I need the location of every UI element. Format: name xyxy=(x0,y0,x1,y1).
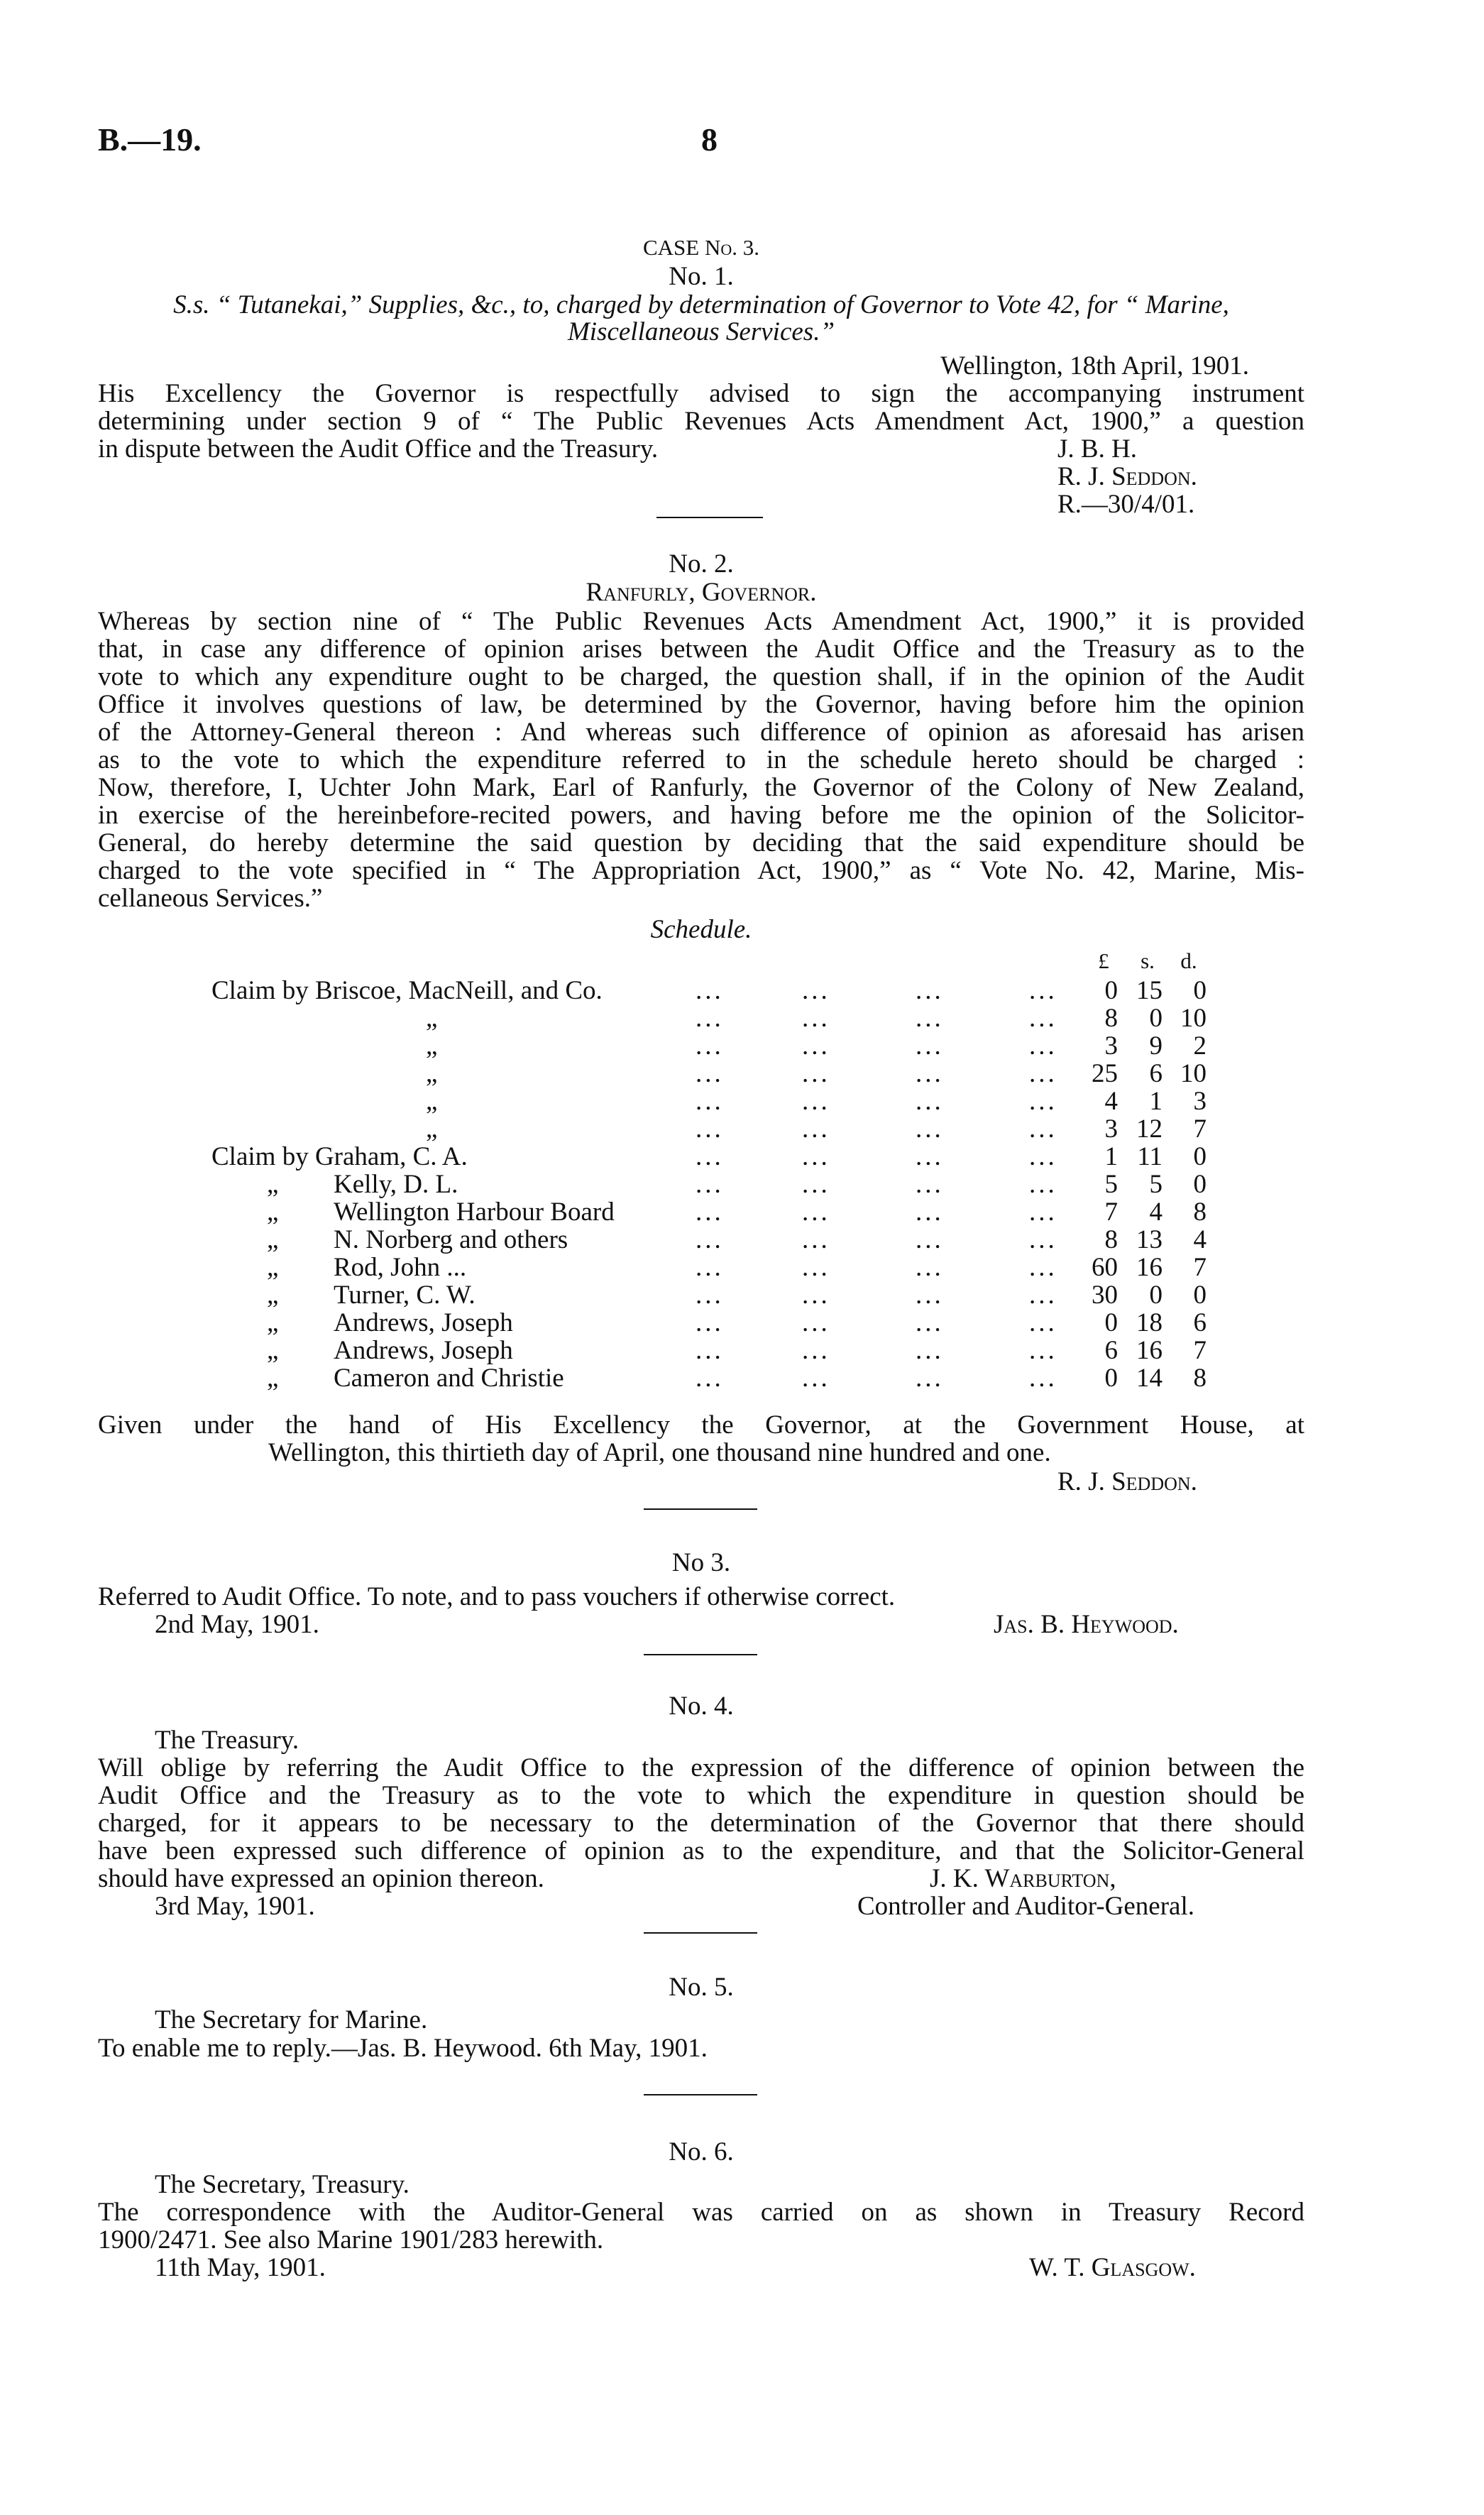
dot-leader: ... xyxy=(696,1114,724,1144)
no1-signature: R. J. Seddon. xyxy=(1057,462,1197,491)
claim-label: Rod, John ... xyxy=(334,1253,467,1282)
no1-heading: No. 1. xyxy=(669,262,734,291)
ditto-mark: „ xyxy=(426,1059,438,1088)
dot-leader: ... xyxy=(696,1336,724,1365)
dot-leader: ... xyxy=(1029,1087,1057,1116)
ditto-mark: „ xyxy=(426,1087,438,1116)
no1-body-line1: His Excellency the Governor is respectfully advised to sign the accompanying instrument xyxy=(98,379,1304,408)
pence-value: 8 xyxy=(1193,1198,1207,1227)
no3-body: Referred to Audit Office. To note, and to pass vouchers if otherwise correct. xyxy=(98,1582,896,1611)
dot-leader: ... xyxy=(802,1142,830,1171)
pounds-value: 60 xyxy=(1092,1253,1118,1282)
dot-leader: ... xyxy=(696,1225,724,1254)
dot-leader: ... xyxy=(916,1308,944,1337)
shillings-value: 6 xyxy=(1149,1059,1163,1088)
claim-label: Kelly, D. L. xyxy=(334,1170,458,1199)
dot-leader: ... xyxy=(696,1004,724,1033)
pence-value: 10 xyxy=(1180,1059,1207,1088)
no1-body-line2: determining under section 9 of “ The Public Revenues Acts Amendment Act, 1900,” a question xyxy=(98,407,1304,436)
dot-leader: ... xyxy=(696,1059,724,1088)
dot-leader: ... xyxy=(1029,1114,1057,1144)
dot-leader: ... xyxy=(916,1059,944,1088)
no4-date: 3rd May, 1901. xyxy=(155,1892,315,1921)
pounds-value: 8 xyxy=(1104,1225,1118,1254)
no2-body-line: vote to which any expenditure ought to be charged, the question shall, if in the opinion of the Audit xyxy=(98,662,1304,691)
dot-leader: ... xyxy=(802,1281,830,1310)
no2-body-line: Office it involves questions of law, be determined by the Governor, having before him the opinion xyxy=(98,690,1304,719)
ditto-mark: „ xyxy=(267,1198,279,1227)
claim-label: N. Norberg and others xyxy=(334,1225,568,1254)
pence-value: 10 xyxy=(1180,1004,1207,1033)
no4-body-line: charged, for it appears to be necessary to the determination of the Governor that there should xyxy=(98,1809,1304,1838)
shillings-value: 11 xyxy=(1137,1142,1163,1171)
ditto-mark: „ xyxy=(267,1281,279,1310)
dot-leader: ... xyxy=(1029,1336,1057,1365)
schedule-row xyxy=(0,1004,1484,1033)
pounds-value: 4 xyxy=(1104,1087,1118,1116)
no4-title: Controller and Auditor-General. xyxy=(857,1892,1194,1921)
schedule-row xyxy=(0,1060,1484,1088)
dot-leader: ... xyxy=(916,1114,944,1144)
pounds-value: 30 xyxy=(1092,1281,1118,1310)
dot-leader: ... xyxy=(916,1087,944,1116)
no2-heading: No. 2. xyxy=(669,549,734,579)
pounds-value: 3 xyxy=(1104,1031,1118,1061)
dot-leader: ... xyxy=(1029,1059,1057,1088)
no4-body-line: Will oblige by referring the Audit Office to the expression of the difference of opinion between the xyxy=(98,1753,1304,1782)
pounds-value: 0 xyxy=(1104,1364,1118,1393)
dot-leader: ... xyxy=(916,1253,944,1282)
dot-leader: ... xyxy=(1029,1225,1057,1254)
no4-body-line: Audit Office and the Treasury as to the vote to which the expenditure in question should be xyxy=(98,1781,1304,1810)
no2-body-line: Whereas by section nine of “ The Public Revenues Acts Amendment Act, 1900,” it is provided xyxy=(98,607,1304,636)
pounds-value: 3 xyxy=(1104,1114,1118,1144)
dot-leader: ... xyxy=(802,1198,830,1227)
pence-value: 8 xyxy=(1193,1364,1207,1393)
dot-leader: ... xyxy=(916,1281,944,1310)
ditto-mark: „ xyxy=(267,1225,279,1254)
dot-leader: ... xyxy=(696,1031,724,1061)
no2-body-line: Now, therefore, I, Uchter John Mark, Earl of Ranfurly, the Governor of the Colony of New Zealand, xyxy=(98,773,1304,802)
dot-leader: ... xyxy=(802,976,830,1005)
no4-signature: J. K. Warburton, xyxy=(930,1864,1116,1893)
no5-heading: No. 5. xyxy=(669,1973,734,2002)
claim-label: Wellington Harbour Board xyxy=(334,1198,615,1227)
shillings-value: 16 xyxy=(1136,1336,1163,1365)
dot-leader: ... xyxy=(916,1364,944,1393)
no5-body: To enable me to reply.—Jas. B. Heywood. 6th May, 1901. xyxy=(98,2034,708,2063)
ditto-mark: „ xyxy=(267,1170,279,1199)
pence-value: 3 xyxy=(1193,1087,1207,1116)
dot-leader: ... xyxy=(1029,1281,1057,1310)
dot-leader: ... xyxy=(1029,1031,1057,1061)
no6-body-line: The correspondence with the Auditor-General was carried on as shown in Treasury Record xyxy=(98,2198,1304,2227)
pounds-header: £ xyxy=(1098,948,1109,973)
pounds-value: 7 xyxy=(1104,1198,1118,1227)
given-line1: Given under the hand of His Excellency the Governor, at the Government House, at xyxy=(98,1410,1304,1440)
no4-body-line: have been expressed such difference of opinion as to the expenditure, and that the Solicitor-General xyxy=(98,1836,1304,1865)
schedule-row xyxy=(0,977,1484,1005)
pounds-value: 25 xyxy=(1092,1059,1118,1088)
ditto-mark: „ xyxy=(426,1031,438,1061)
divider xyxy=(644,1654,757,1655)
pence-value: 0 xyxy=(1193,1170,1207,1199)
shillings-value: 12 xyxy=(1136,1114,1163,1144)
claim-label: Claim by Briscoe, MacNeill, and Co. xyxy=(211,976,603,1005)
claim-label: Cameron and Christie xyxy=(334,1364,564,1393)
dot-leader: ... xyxy=(696,1170,724,1199)
no1-body-line3: in dispute between the Audit Office and the Treasury. xyxy=(98,434,659,464)
no1-date: Wellington, 18th April, 1901. xyxy=(940,351,1249,380)
pounds-value: 8 xyxy=(1104,1004,1118,1033)
dot-leader: ... xyxy=(696,1087,724,1116)
no3-date: 2nd May, 1901. xyxy=(155,1610,319,1639)
given-line2: Wellington, this thirtieth day of April, one thousand nine hundred and one. xyxy=(268,1438,1051,1467)
dot-leader: ... xyxy=(916,1170,944,1199)
dot-leader: ... xyxy=(916,1031,944,1061)
pence-value: 6 xyxy=(1193,1308,1207,1337)
ditto-mark: „ xyxy=(426,1004,438,1033)
dot-leader: ... xyxy=(696,1253,724,1282)
dot-leader: ... xyxy=(802,1253,830,1282)
ditto-mark: „ xyxy=(267,1308,279,1337)
shillings-value: 0 xyxy=(1149,1004,1163,1033)
dot-leader: ... xyxy=(1029,1253,1057,1282)
no2-body-line: charged to the vote specified in “ The Appropriation Act, 1900,” as “ Vote No. 42, Marine, Mis- xyxy=(98,856,1304,885)
no2-body-line: that, in case any difference of opinion arises between the Audit Office and the Treasury as to the xyxy=(98,635,1304,664)
no4-addressee: The Treasury. xyxy=(155,1726,299,1755)
schedule-row xyxy=(0,1337,1484,1365)
dot-leader: ... xyxy=(802,1059,830,1088)
shillings-value: 9 xyxy=(1149,1031,1163,1061)
no2-body-line: General, do hereby determine the said question by deciding that the said expenditure should be xyxy=(98,828,1304,857)
no4-body-line: should have expressed an opinion thereon. xyxy=(98,1864,544,1893)
pounds-value: 0 xyxy=(1104,1308,1118,1337)
no6-addressee: The Secretary, Treasury. xyxy=(155,2170,410,2199)
schedule-title: Schedule. xyxy=(650,915,752,944)
schedule-row xyxy=(0,1226,1484,1254)
shillings-header: s. xyxy=(1141,948,1155,973)
schedule-row xyxy=(0,1087,1484,1116)
dot-leader: ... xyxy=(1029,1004,1057,1033)
shillings-value: 1 xyxy=(1149,1087,1163,1116)
ditto-mark: „ xyxy=(426,1114,438,1144)
pounds-value: 6 xyxy=(1104,1336,1118,1365)
dot-leader: ... xyxy=(696,1364,724,1393)
schedule-row xyxy=(0,1281,1484,1310)
dot-leader: ... xyxy=(1029,1142,1057,1171)
shillings-value: 13 xyxy=(1136,1225,1163,1254)
pence-value: 0 xyxy=(1193,1281,1207,1310)
page-number: 8 xyxy=(701,121,718,158)
pence-value: 0 xyxy=(1193,1142,1207,1171)
shillings-value: 0 xyxy=(1149,1281,1163,1310)
shillings-value: 14 xyxy=(1136,1364,1163,1393)
dot-leader: ... xyxy=(1029,1198,1057,1227)
pence-header: d. xyxy=(1180,948,1197,973)
dot-leader: ... xyxy=(1029,1170,1057,1199)
dot-leader: ... xyxy=(802,1004,830,1033)
pounds-value: 1 xyxy=(1104,1142,1118,1171)
no1-subject-line1: S.s. “ Tutanekai,” Supplies, &c., to, charged by determination of Governor to Vote 42, for “ Marine, xyxy=(173,290,1229,319)
no3-heading: No 3. xyxy=(671,1548,731,1577)
dot-leader: ... xyxy=(802,1308,830,1337)
dot-leader: ... xyxy=(1029,1308,1057,1337)
pence-value: 7 xyxy=(1193,1114,1207,1144)
schedule-row xyxy=(0,1364,1484,1393)
dot-leader: ... xyxy=(916,1225,944,1254)
no5-addressee: The Secretary for Marine. xyxy=(155,2005,428,2034)
no2-body-line: as to the vote to which the expenditure referred to in the schedule hereto should be charged : xyxy=(98,745,1304,774)
claim-label: Andrews, Joseph xyxy=(334,1308,513,1337)
schedule-row xyxy=(0,1198,1484,1227)
dot-leader: ... xyxy=(916,1198,944,1227)
ditto-mark: „ xyxy=(267,1364,279,1393)
dot-leader: ... xyxy=(802,1336,830,1365)
no2-governor: Ranfurly, Governor. xyxy=(586,578,817,607)
schedule-row xyxy=(0,1115,1484,1144)
shillings-value: 4 xyxy=(1149,1198,1163,1227)
claim-label: Claim by Graham, C. A. xyxy=(211,1142,468,1171)
no4-heading: No. 4. xyxy=(669,1692,734,1721)
no6-body-line: 1900/2471. See also Marine 1901/283 herewith. xyxy=(98,2225,604,2254)
no6-date: 11th May, 1901. xyxy=(155,2253,326,2282)
dot-leader: ... xyxy=(802,1364,830,1393)
no2-signature: R. J. Seddon. xyxy=(1057,1467,1197,1496)
pence-value: 7 xyxy=(1193,1253,1207,1282)
no1-initials: J. B. H. xyxy=(1057,434,1138,464)
ditto-mark: „ xyxy=(267,1253,279,1282)
no3-signature: Jas. B. Heywood. xyxy=(994,1610,1179,1639)
divider xyxy=(656,517,763,518)
schedule-row xyxy=(0,1032,1484,1061)
document-reference: B.—19. xyxy=(98,121,202,158)
no2-body-line: cellaneous Services.” xyxy=(98,884,323,913)
dot-leader: ... xyxy=(916,1004,944,1033)
dot-leader: ... xyxy=(916,1142,944,1171)
no6-signature: W. T. Glasgow. xyxy=(1029,2253,1196,2282)
pence-value: 0 xyxy=(1193,976,1207,1005)
divider xyxy=(644,1932,757,1934)
no1-subject-line2: Miscellaneous Services.” xyxy=(567,317,835,346)
shillings-value: 18 xyxy=(1136,1308,1163,1337)
pence-value: 7 xyxy=(1193,1336,1207,1365)
dot-leader: ... xyxy=(696,1281,724,1310)
shillings-value: 16 xyxy=(1136,1253,1163,1282)
schedule-row xyxy=(0,1309,1484,1337)
divider xyxy=(644,1508,757,1510)
dot-leader: ... xyxy=(802,1225,830,1254)
no1-reference: R.—30/4/01. xyxy=(1057,490,1195,519)
pence-value: 4 xyxy=(1193,1225,1207,1254)
dot-leader: ... xyxy=(802,1114,830,1144)
dot-leader: ... xyxy=(696,1198,724,1227)
dot-leader: ... xyxy=(916,1336,944,1365)
dot-leader: ... xyxy=(916,976,944,1005)
claim-label: Andrews, Joseph xyxy=(334,1336,513,1365)
dot-leader: ... xyxy=(802,1170,830,1199)
no6-heading: No. 6. xyxy=(669,2137,734,2166)
no2-body-line: in exercise of the hereinbefore-recited powers, and having before me the opinion of the Solicitor- xyxy=(98,801,1304,830)
ditto-mark: „ xyxy=(267,1336,279,1365)
pounds-value: 0 xyxy=(1104,976,1118,1005)
dot-leader: ... xyxy=(696,1142,724,1171)
schedule-row xyxy=(0,1254,1484,1282)
claim-label: Turner, C. W. xyxy=(334,1281,476,1310)
case-title: CASE No. 3. xyxy=(642,235,759,260)
shillings-value: 5 xyxy=(1149,1170,1163,1199)
pounds-value: 5 xyxy=(1104,1170,1118,1199)
pence-value: 2 xyxy=(1193,1031,1207,1061)
dot-leader: ... xyxy=(802,1087,830,1116)
dot-leader: ... xyxy=(1029,976,1057,1005)
no2-body-line: of the Attorney-General thereon : And whereas such difference of opinion as aforesaid has arisen xyxy=(98,718,1304,747)
shillings-value: 15 xyxy=(1136,976,1163,1005)
divider xyxy=(644,2094,757,2095)
dot-leader: ... xyxy=(1029,1364,1057,1393)
dot-leader: ... xyxy=(696,976,724,1005)
dot-leader: ... xyxy=(696,1308,724,1337)
schedule-row xyxy=(0,1143,1484,1171)
schedule-row xyxy=(0,1171,1484,1199)
dot-leader: ... xyxy=(802,1031,830,1061)
